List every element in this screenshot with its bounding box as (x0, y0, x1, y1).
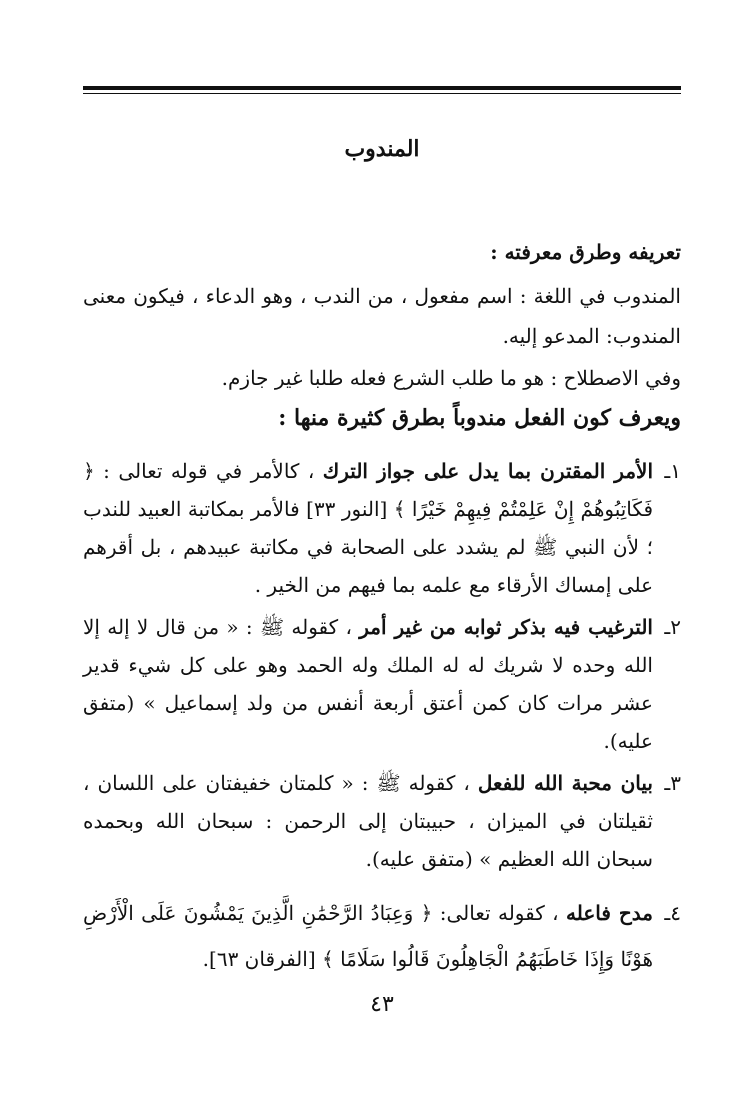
page-title: المندوب (344, 136, 420, 162)
item-lead: مدح فاعله (565, 901, 654, 925)
section-heading: تعريفه وطرق معرفته : (490, 240, 681, 264)
list-item (83, 764, 681, 878)
item-lead: الأمر المقترن بما يدل على جواز الترك (322, 459, 654, 483)
header-rule-thick (83, 86, 681, 90)
list-item (83, 452, 681, 604)
list-item (83, 890, 681, 982)
item-number: ٢ـ (664, 615, 681, 639)
item-lead: بيان محبة الله للفعل (477, 771, 653, 795)
item-number: ٤ـ (664, 901, 681, 925)
list-item (83, 608, 681, 760)
definition-lang: المندوب في اللغة : اسم مفعول ، من الندب ، وهو الدعاء ، فيكون معنى المندوب: المدعو إليه. (83, 284, 681, 348)
item-text: ، كالأمر في قوله تعالى : ﴿ فَكَاتِبُوهُمْ إِنْ عَلِمْتُمْ فِيهِمْ خَيْرًا ﴾ [النور ٣٣] فالأمر بمكاتبة العبيد للندب ؛ لأن النبي ﷺ لم يشدد على الصحابة في مكاتبة عبيدهم ، بل أقرهم على إمساك الأرقاء مع علمه بما فيهم من الخير . (83, 459, 654, 597)
item-text: ، كقوله ﷺ : « من قال لا إله إلا الله وحده لا شريك له له الملك وله الحمد وهو على كل شيء قدير عشر مرات كان كمن أعتق أربعة أنفس من ولد إسماعيل » (متفق عليه). (83, 615, 653, 753)
header-rule-thin (83, 93, 681, 94)
item-number: ٣ـ (664, 771, 681, 795)
page-number: ٤٣ (370, 992, 394, 1017)
item-text: ، كقوله تعالى: ﴿ وَعِبَادُ الرَّحْمَٰنِ الَّذِينَ يَمْشُونَ عَلَى الْأَرْضِ هَوْنًا وَإِذَا خَاطَبَهُمُ الْجَاهِلُونَ قَالُوا سَلَامًا ﴾ [الفرقان ٦٣]. (83, 901, 653, 971)
item-lead: الترغيب فيه بذكر ثوابه من غير أمر (359, 615, 653, 639)
definition-term: وفي الاصطلاح : هو ما طلب الشرع فعله طلبا غير جازم. (221, 366, 681, 390)
item-list (83, 452, 681, 982)
item-text: ، كقوله ﷺ : « كلمتان خفيفتان على اللسان ، ثقيلتان في الميزان ، حبيبتان إلى الرحمن : سبحان الله وبحمده سبحان الله العظيم » (متفق عليه). (83, 771, 653, 871)
ways-heading: ويعرف كون الفعل مندوباً بطرق كثيرة منها : (278, 405, 681, 431)
item-number: ١ـ (664, 459, 681, 483)
